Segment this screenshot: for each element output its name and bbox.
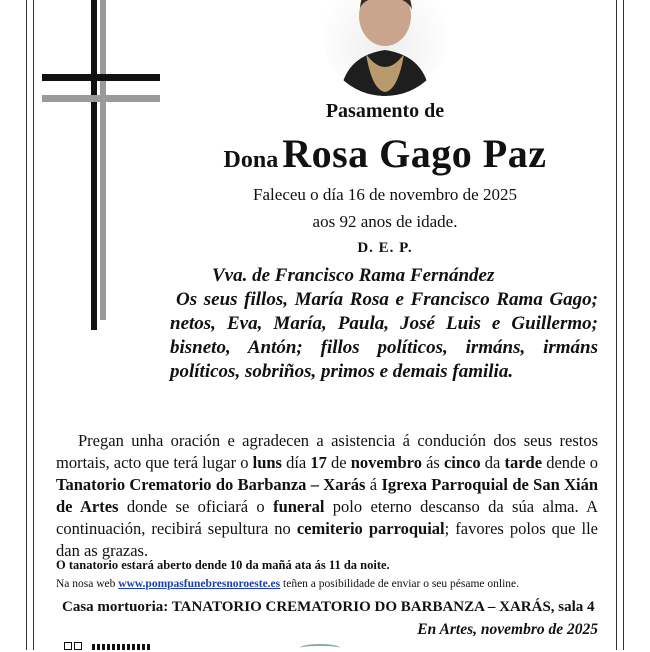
text: ás [421, 453, 444, 472]
left-border [26, 0, 34, 650]
text: teñen a posibilidade de enviar o seu pésame online. [280, 578, 520, 590]
deceased-name: Rosa Gago Paz [282, 131, 547, 176]
dep-abbreviation: D. E. P. [357, 240, 413, 256]
time-of-day: tarde [504, 453, 543, 472]
funeral-details [56, 430, 598, 562]
text: de [326, 453, 351, 472]
text: dende o [542, 453, 598, 472]
website-link[interactable]: www.pompasfunebresnoroeste.es [118, 578, 281, 590]
text: ; favores polos que lle dan as grazas. [56, 519, 599, 560]
text: polo eterno descanso da súa alma. A continuación, recibirá sepultura no [56, 497, 598, 538]
text: donde se oficiará o [118, 497, 274, 516]
age: aos 92 anos de idade. [312, 212, 458, 231]
mortuary-label: Casa mortuoria: [62, 599, 169, 615]
funeral-home: Tanatorio Crematorio do Barbanza – Xarás [56, 475, 366, 494]
cross-horizontal-black [42, 74, 160, 81]
text: Na nosa web [56, 578, 119, 590]
mortuary-line [62, 599, 595, 616]
text: día [281, 453, 311, 472]
cemetery: cemiterio parroquial [296, 519, 445, 538]
cross-horizontal-grey [42, 95, 160, 102]
right-border [616, 0, 624, 650]
qr-code-icon [92, 644, 152, 650]
funeral-paragraph [56, 430, 598, 562]
weekday: luns [252, 453, 282, 472]
opening-hours: O tanatorio estará aberto dende 10 da mañá ata ás 11 da noite. [56, 558, 390, 572]
company-logo-icon [300, 644, 340, 652]
portrait-photo [322, 0, 448, 96]
cross-vertical-black [91, 0, 97, 330]
text: Pregan unha oración e agradecen a asistencia á condución dos seus restos mortais, acto que terá lugar o [56, 431, 598, 472]
death-date: Faleceu o día 16 de novembro de 2025 [253, 185, 517, 204]
church: Igrexa Parroquial de San Xián de Artes [56, 475, 599, 516]
text: da [480, 453, 505, 472]
web-notice [56, 578, 519, 590]
deceased-name-line [160, 130, 610, 177]
relatives: Os seus fillos, María Rosa e Francisco Rama Gago; netos, Eva, María, Paula, José Luis e Guillermo; bisneto, Antón; fillos políticos, irmáns, irmáns políticos, sobriños, primos e demais familia. [170, 289, 598, 382]
funeral-word: funeral [273, 497, 325, 516]
qr-code-icon [64, 642, 84, 650]
widow-of: Vva. de Francisco Rama Fernández [212, 265, 495, 286]
day: 17 [310, 453, 327, 472]
hour: cinco [443, 453, 481, 472]
month: novembro [350, 453, 422, 472]
announcement-heading: Pasamento de [325, 100, 445, 122]
place-date: En Artes, novembro de 2025 [417, 621, 598, 638]
cross-vertical-grey [100, 0, 106, 320]
text: á [365, 475, 382, 494]
mortuary-room: , sala 4 [550, 599, 595, 615]
family-list [170, 264, 598, 384]
title-dona: Dona [223, 147, 279, 173]
mortuary-value: TANATORIO CREMATORIO DO BARBANZA – XARÁS [171, 599, 551, 615]
